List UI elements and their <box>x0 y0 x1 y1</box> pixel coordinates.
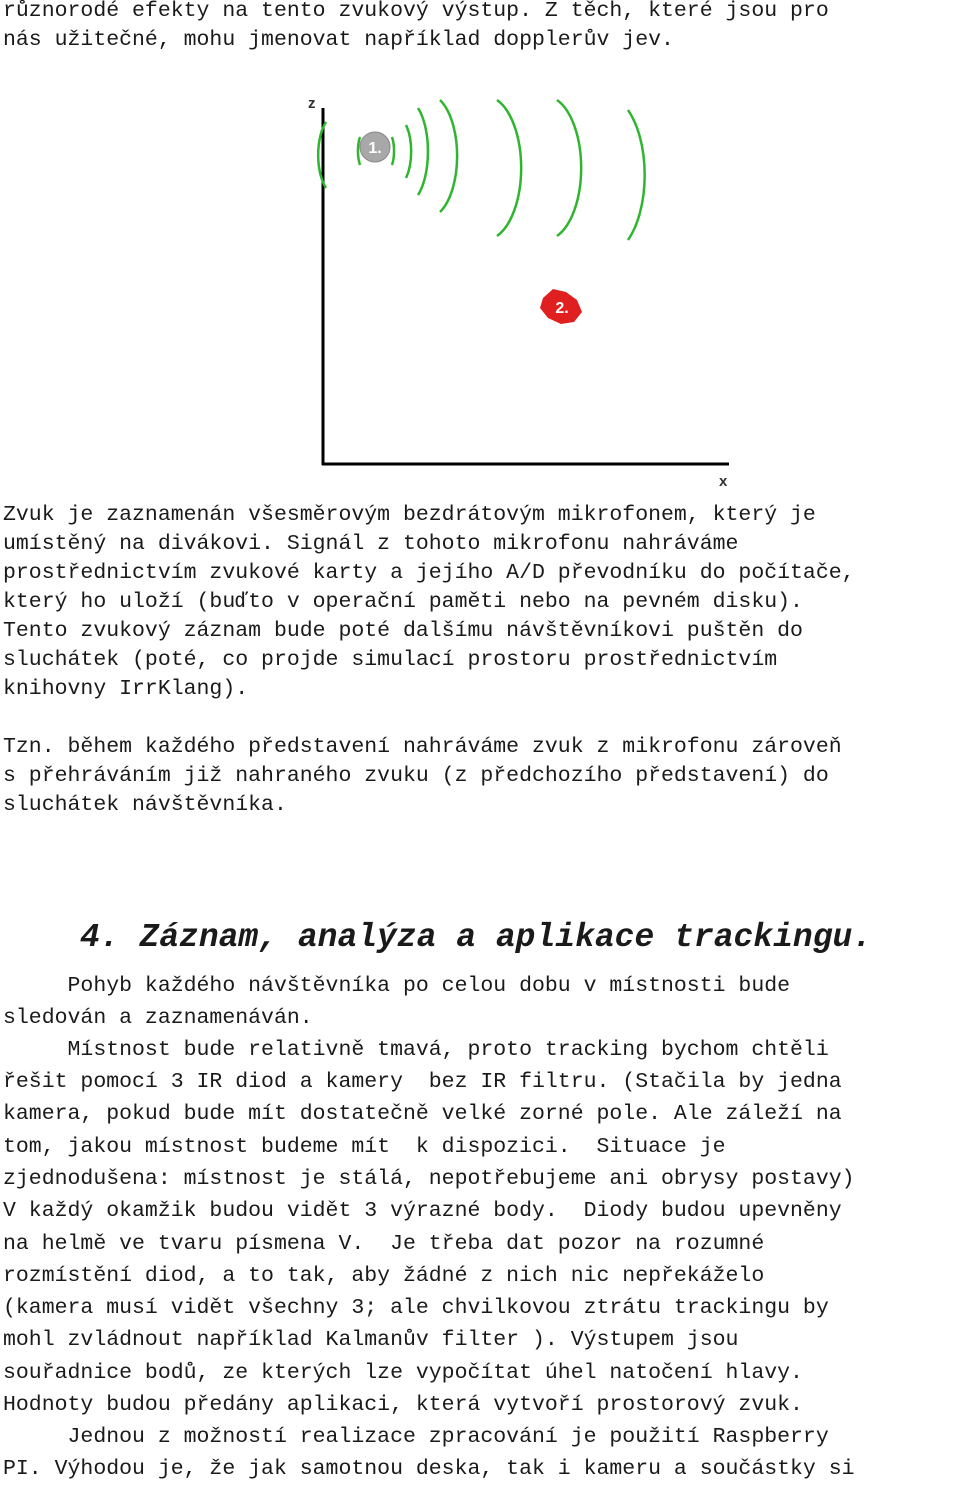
text-line: kamera, pokud bude mít dostatečně velké zorné pole. Ale záleží na <box>3 1102 842 1126</box>
z-axis-label: z <box>308 95 316 112</box>
text-line: PI. Výhodou je, že jak samotnou deska, tak i kameru a součástky si <box>3 1457 855 1481</box>
text-line: Tzn. během každého představení nahráváme zvuk z mikrofonu zároveň <box>3 735 842 759</box>
text-line: knihovny IrrKlang). <box>3 677 249 701</box>
wave-arc-right-5 <box>497 100 521 236</box>
text-line: umístěný na divákovi. Signál z tohoto mikrofonu nahráváme <box>3 532 739 556</box>
text-line: mohl zvládnout například Kalmanův filter ). Výstupem jsou <box>3 1328 739 1352</box>
text-line: který ho uloží (buďto v operační paměti nebo na pevném disku). <box>3 590 803 614</box>
text-line: Pohyb každého návštěvníka po celou dobu v místnosti bude <box>3 974 791 998</box>
source-marker-1 <box>360 132 390 162</box>
text-line: V každý okamžik budou vidět 3 výrazné body. Diody budou upevněny <box>3 1199 842 1223</box>
text-line: nás užitečné, mohu jmenovat například dopplerův jev. <box>3 28 674 52</box>
text-line: sluchátek návštěvníka. <box>3 793 287 817</box>
text-line: prostřednictvím zvukové karty a jejího A/D převodníku do počítače, <box>3 561 855 585</box>
wave-arc-left-1 <box>358 137 360 165</box>
text-line: Hodnoty budou předány aplikaci, která vytvoří prostorový zvuk. <box>3 1393 803 1417</box>
wave-arc-right-4 <box>440 100 457 212</box>
text-line: Jednou z možností realizace zpracování je použití Raspberry <box>3 1425 829 1449</box>
text-line: tom, jakou místnost budeme mít k dispozici. Situace je <box>3 1135 726 1159</box>
wave-arc-right-2 <box>406 125 411 178</box>
text-line: různorodé efekty na tento zvukový výstup. Z těch, které jsou pro <box>3 0 829 23</box>
text-line: na helmě ve tvaru písmena V. Je třeba dat pozor na rozumné <box>3 1232 765 1256</box>
wave-arc-right-3 <box>418 108 428 195</box>
sound-waves <box>318 100 645 240</box>
marker-2-label: 2. <box>555 300 569 317</box>
text-line: s přehráváním již nahraného zvuku (z předchozího představení) do <box>3 764 829 788</box>
wave-arc-right-7 <box>628 110 645 240</box>
text-line: Tento zvukový záznam bude poté dalšímu návštěvníkovi puštěn do <box>3 619 803 643</box>
listener-marker-2 <box>540 289 582 324</box>
text-line: Zvuk je zaznamenán všesměrovým bezdrátovým mikrofonem, který je <box>3 503 816 527</box>
wave-arc-right-1 <box>392 137 394 165</box>
x-axis-label: x <box>719 473 728 490</box>
text-line: Místnost bude relativně tmavá, proto tracking bychom chtěli <box>3 1038 829 1062</box>
text-line: (kamera musí vidět všechny 3; ale chvilkovou ztrátu trackingu by <box>3 1296 829 1320</box>
text-line: zjednodušena: místnost je stálá, nepotřebujeme ani obrysy postavy) <box>3 1167 855 1191</box>
marker-1-label: 1. <box>368 140 382 157</box>
section-heading: 4. Záznam, analýza a aplikace trackingu. <box>80 919 873 956</box>
text-line: sledován a zaznamenáván. <box>3 1006 313 1030</box>
wave-arc-right-6 <box>557 100 581 236</box>
text-line: řešit pomocí 3 IR diod a kamery bez IR filtru. (Stačila by jedna <box>3 1070 842 1094</box>
text-line: sluchátek (poté, co projde simulací prostoru prostřednictvím <box>3 648 778 672</box>
text-line: rozmístění diod, a to tak, aby žádné z nich nic nepřekáželo <box>3 1264 765 1288</box>
text-line: souřadnice bodů, ze kterých lze vypočítat úhel natočení hlavy. <box>3 1361 803 1385</box>
